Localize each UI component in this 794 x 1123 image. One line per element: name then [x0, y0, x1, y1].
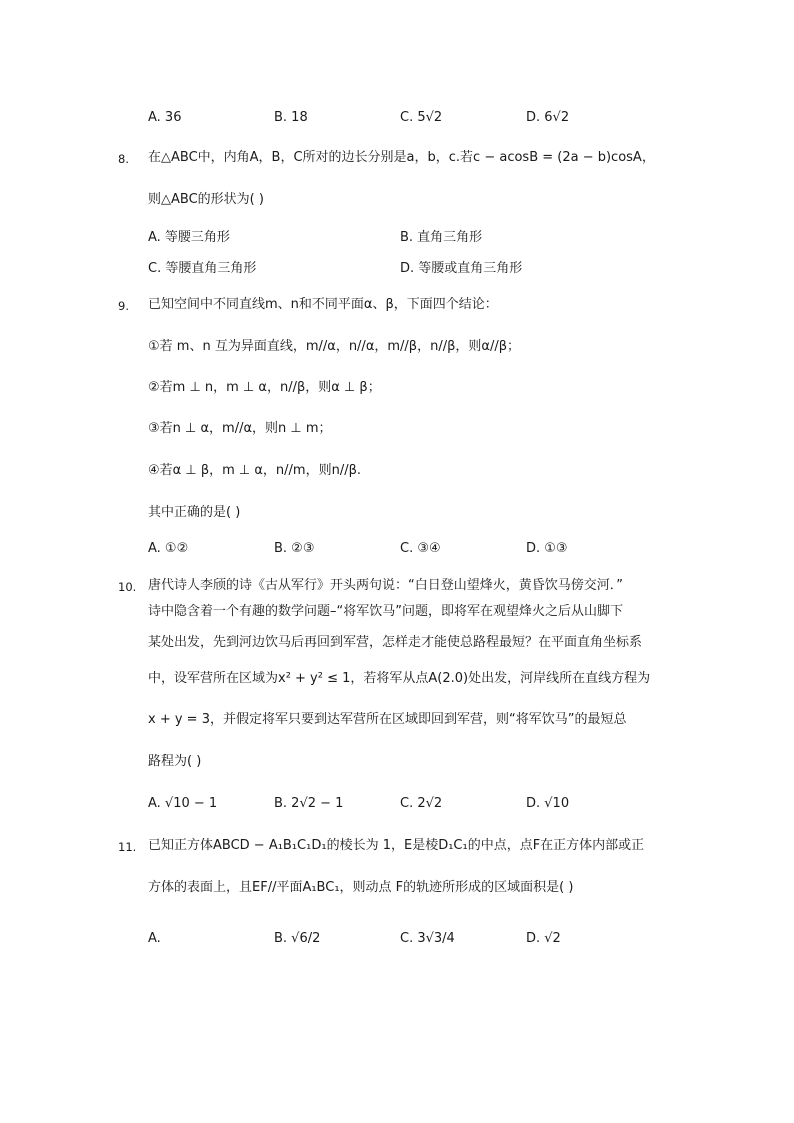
q7-option-c: C. 5√2 — [400, 110, 443, 125]
q9-option-a: A. ①② — [148, 541, 189, 556]
q9-statement-4: ④若α ⊥ β，m ⊥ α，n//m，则n//β. — [148, 463, 362, 478]
q10-number: 10. — [118, 580, 137, 594]
q10-line-2: 诗中隐含着一个有趣的数学问题–“将军饮马”问题，即将军在观望烽火之后从山脚下 — [148, 604, 623, 619]
q11-number: 11. — [118, 840, 137, 854]
q9-stem: 已知空间中不同直线m、n和不同平面α、β，下面四个结论： — [148, 297, 498, 312]
q9-statement-1: ①若 m、n 互为异面直线，m//α，n//α，m//β，n//β，则α//β； — [148, 339, 521, 354]
q10-line-5: x + y = 3，并假定将军只要到达军营所在区域即回到军营，则“将军饮马”的最短总 — [148, 712, 627, 727]
q11-option-a: A. — [148, 931, 161, 946]
q8-stem-line2: 则△ABC的形状为( ) — [148, 192, 264, 207]
q7-option-d: D. 6√2 — [526, 110, 570, 125]
q10-option-d: D. √10 — [526, 796, 570, 811]
q8-option-a: A. 等腰三角形 — [148, 230, 230, 245]
q10-option-a: A. √10 − 1 — [148, 796, 218, 811]
q10-line-3: 某处出发，先到河边饮马后再回到军营，怎样走才能使总路程最短？在平面直角坐标系 — [148, 635, 643, 650]
q9-statement-3: ③若n ⊥ α，m//α，则n ⊥ m； — [148, 421, 332, 436]
q10-option-c: C. 2√2 — [400, 796, 443, 811]
q8-stem-line1: 在△ABC中，内角A，B，C所对的边长分别是a，b，c.若c − acosB = (2a − b)cosA， — [148, 150, 655, 165]
q11-option-b: B. √6/2 — [274, 931, 321, 946]
q7-option-b: B. 18 — [274, 110, 308, 125]
q11-option-d: D. √2 — [526, 931, 561, 946]
q11-option-c: C. 3√3/4 — [400, 931, 455, 946]
q9-option-d: D. ①③ — [526, 541, 568, 556]
q9-number: 9. — [118, 299, 129, 313]
q9-option-c: C. ③④ — [400, 541, 441, 556]
q7-option-a: A. 36 — [148, 110, 182, 125]
q9-statement-2: ②若m ⊥ n，m ⊥ α，n//β，则α ⊥ β； — [148, 380, 381, 395]
q9-question: 其中正确的是( ) — [148, 505, 241, 520]
q11-stem-line2: 方体的表面上，且EF//平面A₁BC₁，则动点 F的轨迹所形成的区域面积是( ) — [148, 880, 574, 895]
q10-line-1: 唐代诗人李颀的诗《古从军行》开头两句说：“白日登山望烽火，黄昏饮马傍交河．” — [148, 578, 623, 593]
q9-option-b: B. ②③ — [274, 541, 315, 556]
q11-stem-line1: 已知正方体ABCD − A₁B₁C₁D₁的棱长为 1，E是棱D₁C₁的中点，点F在正方体内部或正 — [148, 838, 645, 853]
q10-option-b: B. 2√2 − 1 — [274, 796, 344, 811]
q8-option-c: C. 等腰直角三角形 — [148, 261, 257, 276]
q10-line-6: 路程为( ) — [148, 754, 202, 769]
q10-line-4: 中，设军营所在区域为x² + y² ≤ 1，若将军从点A(2.0)处出发，河岸线所在直线方程为 — [148, 671, 651, 686]
q8-option-b: B. 直角三角形 — [400, 230, 483, 245]
q8-number: 8. — [118, 152, 129, 166]
q8-option-d: D. 等腰或直角三角形 — [400, 261, 523, 276]
